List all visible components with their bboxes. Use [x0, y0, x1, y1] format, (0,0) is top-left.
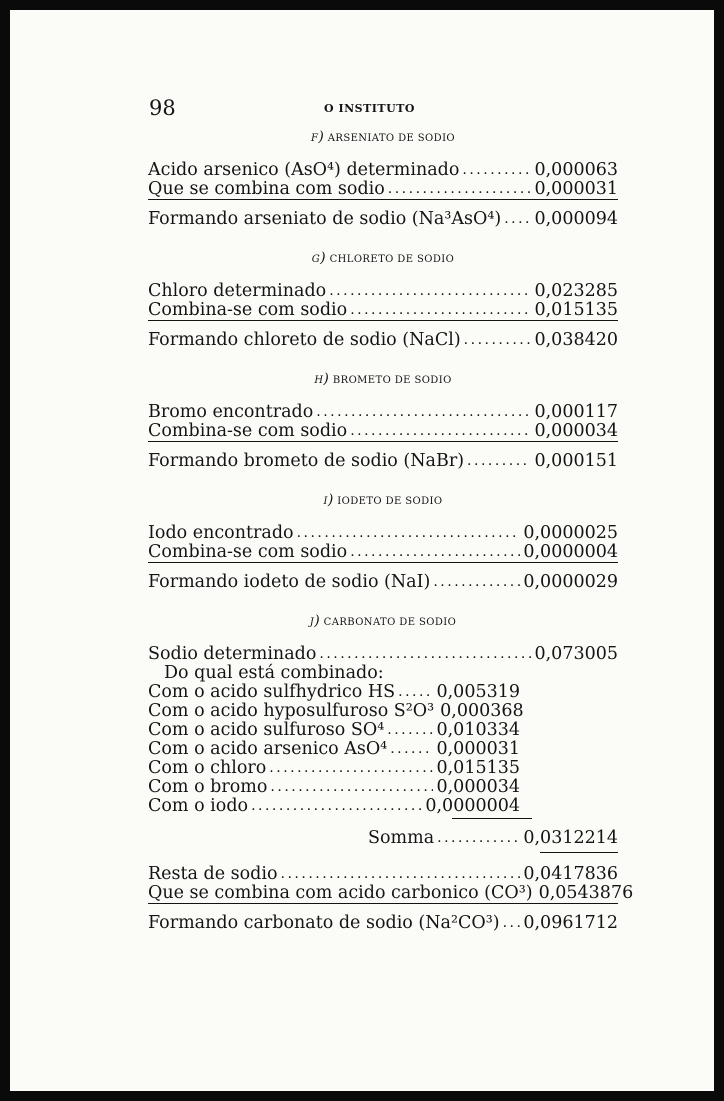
- section-heading-i: i) IODETO DE SODIO: [323, 492, 443, 508]
- section-heading-g: g) CHLORETO DE SODIO: [311, 250, 455, 266]
- total-row: Formando chloreto de sodio (NaCl) ..... 0,038420: [148, 331, 618, 350]
- section-heading-f: f) ARSENIATO DE SODIO: [310, 129, 456, 145]
- table-row: Bromo encontrado ..... 0,000117: [148, 403, 618, 422]
- table-row: Combina-se com sodio ..... 0,015135: [148, 301, 618, 321]
- total-row: Formando arseniato de sodio (Na³AsO⁴) ..... 0,000094: [148, 210, 618, 229]
- list-item: Com o acido sulfuroso SO⁴ ..... 0,010334: [148, 721, 520, 740]
- somma-row: Somma ..... 0,0312214: [148, 829, 618, 848]
- list-item: Com o acido arsenico AsO⁴ ..... 0,000031: [148, 740, 520, 759]
- list-item: Com o acido hyposulfuroso S²O³ 0,000368: [148, 701, 524, 721]
- list-item: Com o acido sulfhydrico HS ..... 0,005319: [148, 683, 520, 702]
- total-row: Formando carbonato de sodio (Na²CO³) ..... 0,0961712: [148, 914, 618, 933]
- divider: [452, 818, 532, 819]
- table-row: Que se combina com acido carbonico (CO³) 0,0543876: [148, 883, 634, 903]
- table-row: Chloro determinado ..... 0,023285: [148, 282, 618, 301]
- content: [148, 124, 634, 933]
- page-header: [147, 96, 592, 124]
- running-title: O INSTITUTO: [324, 102, 415, 115]
- list-item: Com o chloro ..... 0,015135: [148, 759, 520, 778]
- table-row: Que se combina com sodio ..... 0,000031: [148, 180, 618, 200]
- table-row: Combina-se com sodio ..... 0,000034: [148, 422, 618, 442]
- table-row: Resta de sodio ..... 0,0417836: [148, 865, 618, 884]
- list-item: Com o iodo ..... 0,0000004: [148, 797, 520, 816]
- table-row: Iodo encontrado ..... 0,0000025: [148, 524, 618, 543]
- total-row: Formando brometo de sodio (NaBr) ..... 0,000151: [148, 452, 618, 471]
- total-row: Formando iodeto de sodio (NaI) ..... 0,0000029: [148, 573, 618, 592]
- page-number: 98: [149, 96, 176, 120]
- intro-text: Do qual está combinado:: [164, 663, 384, 683]
- section-heading-h: h) BROMETO DE SODIO: [314, 371, 452, 387]
- combined-list: [148, 682, 524, 816]
- divider: [540, 852, 618, 853]
- section-heading-j: j) CARBONATO DE SODIO: [309, 613, 457, 629]
- table-row: Combina-se com sodio ..... 0,0000004: [148, 543, 618, 563]
- list-item: Com o bromo ..... 0,000034: [148, 778, 520, 797]
- table-row: Sodio determinado ..... 0,073005: [148, 645, 618, 664]
- table-row: Acido arsenico (AsO⁴) determinado ..... 0,000063: [148, 161, 618, 180]
